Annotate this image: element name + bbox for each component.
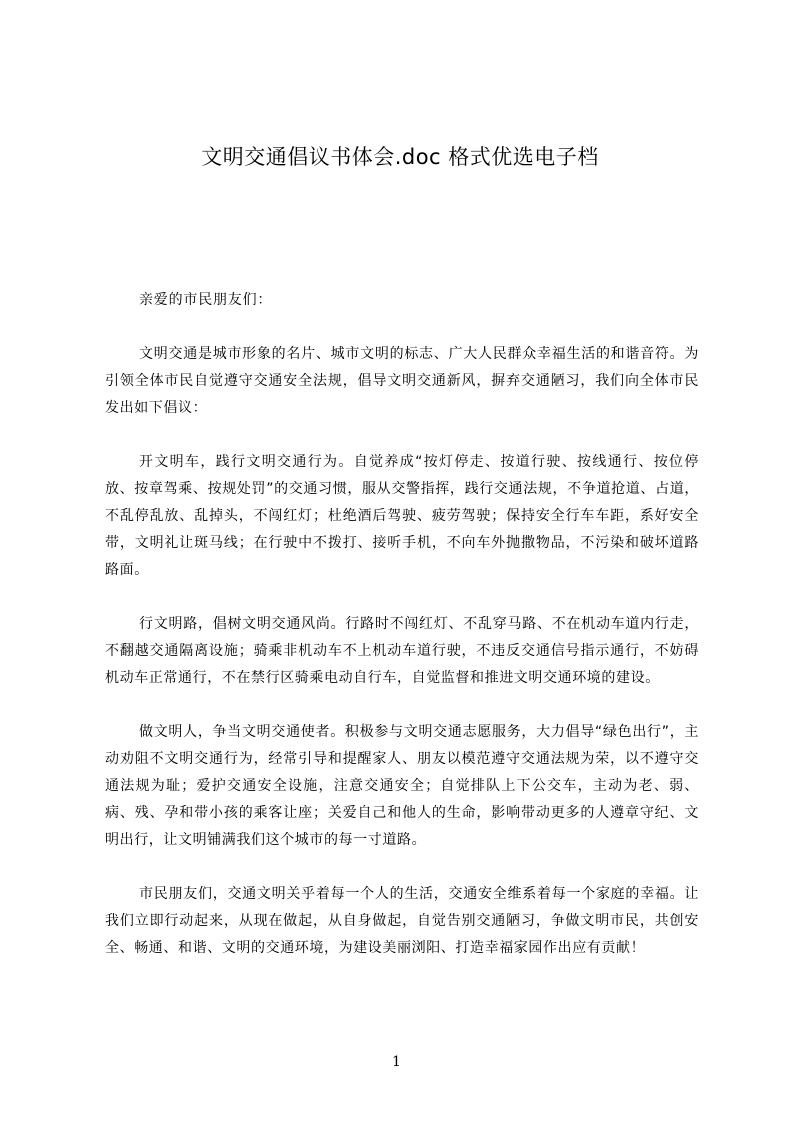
paragraph-intro: 文明交通是城市形象的名片、城市文明的标志、广大人民群众幸福生活的和谐音符。为引领全体市民自觉遵守交通安全法规，倡导文明交通新风，摒弃交通陋习，我们向全体市民发出如下倡议： <box>105 346 699 416</box>
document-body <box>105 287 699 989</box>
paragraph-walk-civilly: 行文明路，倡树文明交通风尚。行路时不闯红灯、不乱穿马路、不在机动车道内行走，不翻越交通隔离设施；骑乘非机动车不上机动车道行驶，不违反交通信号指示通行，不妨碍机动车正常通行，不在禁行区骑乘电动自行车，自觉监督和推进文明交通环境的建设。 <box>105 616 699 686</box>
paragraph-drive-civilly: 开文明车，践行文明交通行为。自觉养成“按灯停走、按道行驶、按线通行、按位停放、按章驾乘、按规处罚”的交通习惯，服从交警指挥，践行交通法规，不争道抢道、占道，不乱停乱放、乱掉头，不闯红灯；杜绝酒后驾驶、疲劳驾驶；保持安全行车车距，系好安全带，文明礼让斑马线；在行驶中不拨打、接听手机，不向车外抛撒物品，不污染和破坏道路路面。 <box>105 454 699 578</box>
document-title: 文明交通倡议书体会.doc 格式优选电子档 <box>201 145 599 169</box>
paragraph-closing: 市民朋友们，交通文明关乎着每一个人的生活，交通安全维系着每一个家庭的幸福。让我们立即行动起来，从现在做起，从自身做起，自觉告别交通陋习，争做文明市民，共创安全、畅通、和谐、文明的交通环境，为建设美丽浏阳、打造幸福家园作出应有贡献！ <box>105 886 699 956</box>
page-number: 1 <box>392 1054 401 1070</box>
salutation: 亲爱的市民朋友们： <box>139 292 273 308</box>
paragraph-be-civil: 做文明人，争当文明交通使者。积极参与文明交通志愿服务，大力倡导“绿色出行”，主动劝阻不文明交通行为，经常引导和提醒家人、朋友以模范遵守交通法规为荣，以不遵守交通法规为耻；爱护交通安全设施，注意交通安全；自觉排队上下公交车，主动为老、弱、病、残、孕和带小孩的乘客让座；关爱自己和他人的生命，影响带动更多的人遵章守纪、文明出行，让文明铺满我们这个城市的每一寸道路。 <box>105 724 699 848</box>
